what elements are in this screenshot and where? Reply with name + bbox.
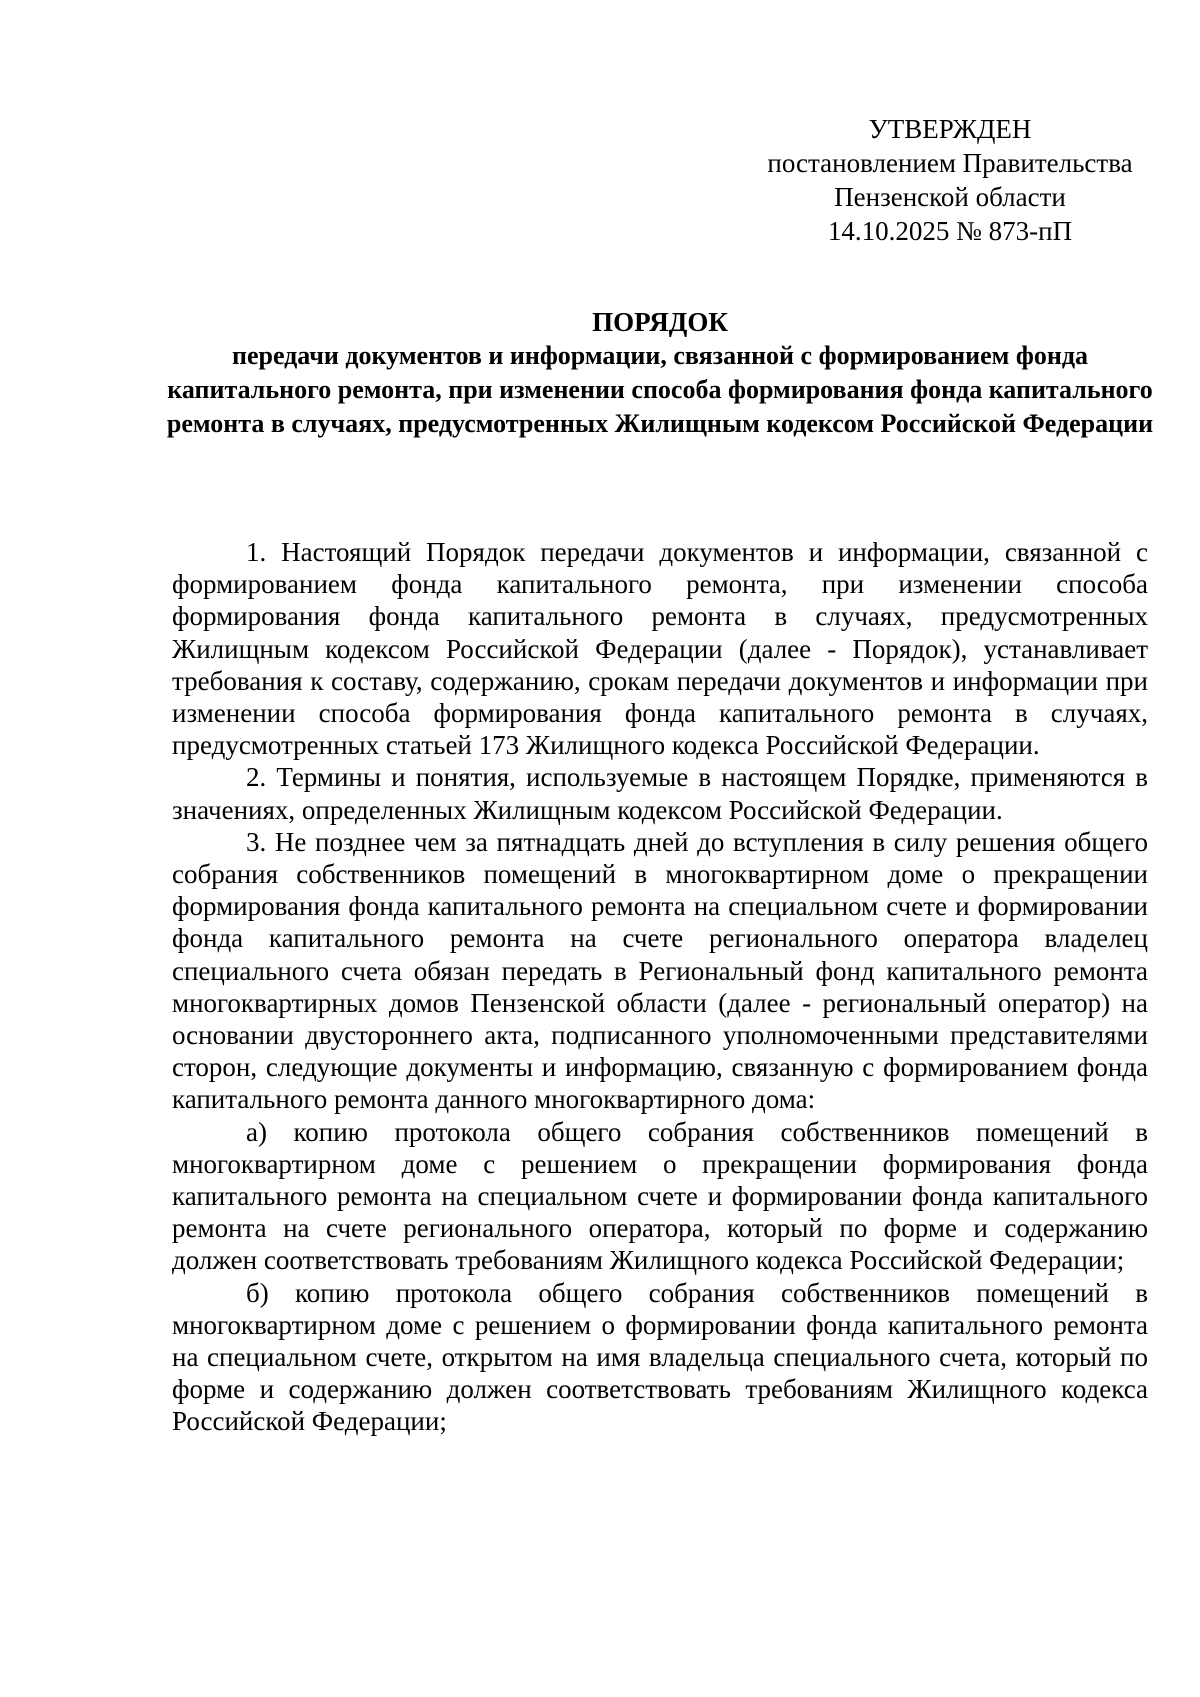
approval-date-number: 14.10.2025 № 873-пП — [827, 216, 1073, 246]
document-title: ПОРЯДОК — [592, 307, 728, 337]
paragraph-3a: а) копию протокола общего собрания собственников помещений в многоквартирном доме с решением о прекращении формирования фонда капитального ремонта на специальном счете и формировании фонда капитального ремонта на счете регионального оператора, который по форме и содержанию должен соответствовать требованиям Жилищного кодекса Российской Федерации; — [172, 1116, 1148, 1276]
paragraph-1: 1. Настоящий Порядок передачи документов и информации, связанной с формированием фонда капитального ремонта, при изменении способа формирования фонда капитального ремонта в случаях, предусмотренных Жилищным кодексом Российской Федерации (далее - Порядок), устанавливает требования к составу, содержанию, срокам передачи документов и информации при изменении способа формирования фонда капитального ремонта в случаях, предусмотренных статьей 173 Жилищного кодекса Российской Федерации. — [172, 537, 1148, 761]
document-subtitle: передачи документов и информации, связанной с формированием фонда капитального ремонта, при изменении способа формирования фонда капитального ремонта в случаях, предусмотренных Жилищным кодексом Российской Федерации — [166, 341, 1154, 438]
paragraph-3b: б) копию протокола общего собрания собственников помещений в многоквартирном доме с решением о формировании фонда капитального ремонта на специальном счете, открытом на имя владельца специального счета, который по форме и содержанию должен соответствовать требованиям Жилищного кодекса Российской Федерации; — [172, 1277, 1148, 1437]
approval-stamp — [740, 112, 1160, 248]
approval-heading: УТВЕРЖДЕН — [868, 114, 1032, 144]
approval-issuer: постановлением Правительства — [767, 148, 1133, 178]
approval-region: Пензенской области — [834, 182, 1066, 212]
document-body — [172, 536, 1148, 1438]
document-title-block — [160, 305, 1160, 441]
paragraph-3: 3. Не позднее чем за пятнадцать дней до вступления в силу решения общего собрания собственников помещений в многоквартирном доме о прекращении формирования фонда капитального ремонта на специальном счете и формировании фонда капитального ремонта на счете регионального оператора владелец специального счета обязан передать в Региональный фонд капитального ремонта многоквартирных домов Пензенской области (далее - региональный оператор) на основании двустороннего акта, подписанного уполномоченными представителями сторон, следующие документы и информацию, связанную с формированием фонда капитального ремонта данного многоквартирного дома: — [172, 826, 1148, 1115]
paragraph-2: 2. Термины и понятия, используемые в настоящем Порядке, применяются в значениях, определенных Жилищным кодексом Российской Федерации. — [172, 762, 1148, 825]
